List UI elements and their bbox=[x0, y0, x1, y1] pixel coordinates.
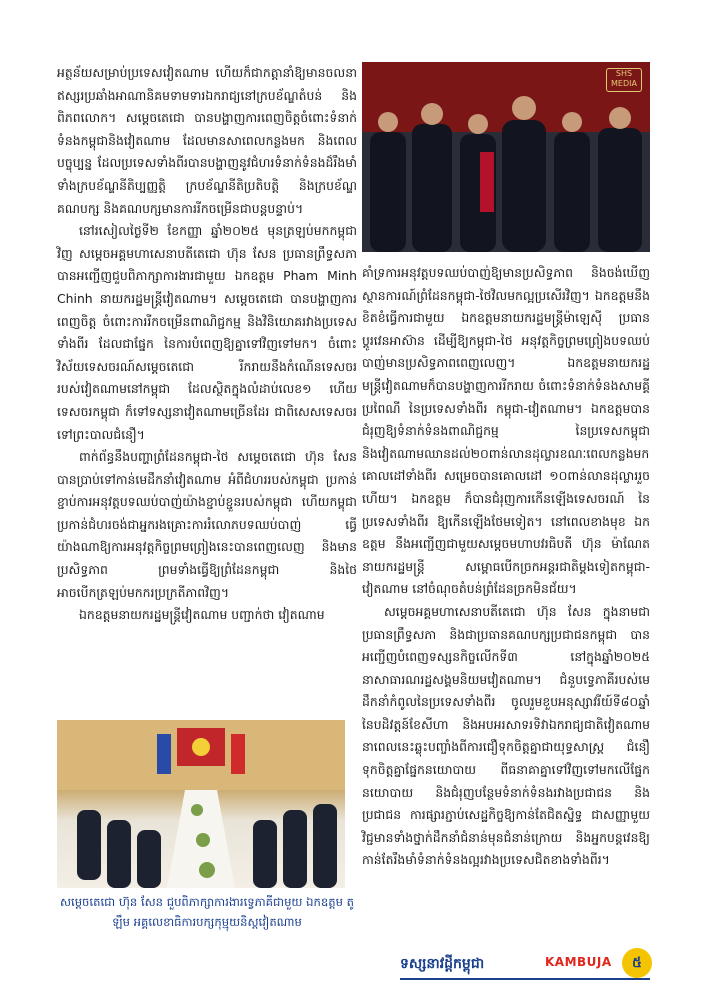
magazine-name: ទស្សនាវដ្តីកម្ពុជា bbox=[400, 956, 485, 972]
meeting-table-illustration bbox=[57, 720, 345, 888]
paragraph-3: ពាក់ព័ន្ធនឹងបញ្ហាព្រំដែនកម្ពុជា-ថៃ សម្តេចតេជោ ហ៊ុន សែន បានប្រាប់ទៅកាន់មេដឹកនាំវៀតណាម អំពីជំហររបស់កម្ពុជា ប្រកាន់ខ្ជាប់ការអនុវត្តបទឈប់បាញ់យ៉ាងខ្ជាប់ខ្ជួនរបស់កម្ពុជា ហើយកម្ពុជាប្រកាន់ជំហរចង់ជាអ្នករងគ្រោះការរំលោភបទឈប់បាញ់ ធ្វើយ៉ាងណាឱ្យការអនុវត្តកិច្ចព្រមព្រៀងនេះបានពេញលេញ និងមានប្រសិទ្ធភាព ព្រមទាំងធ្វើឱ្យព្រំដែនកម្ពុជា និងថៃអាចបើកត្រឡប់មកករប្រក្រតីភាពវិញ។ bbox=[57, 449, 357, 600]
article-right-column bbox=[362, 262, 650, 872]
article-left-column bbox=[57, 62, 357, 627]
shs-media-logo: SHS MEDIA bbox=[606, 68, 642, 92]
page-number: ៥ bbox=[622, 948, 652, 978]
paragraph-2: នៅរសៀលថ្ងៃទី២ ខែកញ្ញា ឆ្នាំ២០២៥ មុនត្រឡប់មកកម្ពុជាវិញ សម្តេចអគ្គមហាសេនាបតីតេជោ ហ៊ុន សែន ប្រធានព្រឹទ្ធសភា បានអញ្ជើញជួបពិភាក្សាការងារជាមួយ ឯកឧត្តម Pham Minh Chinh នាយករដ្ឋមន្ត្រីវៀតណាម។ សម្តេចតេជោ បានបង្ហាញការពេញចិត្ត ចំពោះការរីកចម្រើនពាណិជ្ជកម្ម និងវិនិយោគរវាងប្រទេសទាំងពីរ ដែលជាផ្នែក នៃការបំពេញឱ្យគ្នាទៅវិញទៅមក។ ចំពោះវិស័យទេសចរណ៍សម្តេចតេជោ រីករាយនឹងកំណើនទេសចររបស់វៀតណាមនៅកម្ពុជា ដែលស្ថិតក្នុងលំដាប់លេខ១ ហើយទេសចរកម្ពុជា ក៏ទៅទស្សនាវៀតណាមច្រើនដែរ ជាពិសេសទេសចរទៅព្រះបាលជំនឿ។ bbox=[57, 223, 357, 442]
brand-name: KAMBUJA bbox=[545, 955, 612, 969]
paragraph-6: សម្តេចអគ្គមហាសេនាបតីតេជោ ហ៊ុន សែន ក្នុងនាមជាប្រធានព្រឹទ្ធសភា និងជាប្រធានគណបក្សប្រជាជនកម្ពុជា បានអញ្ជើញបំពេញទស្សនកិច្ចលើកទី៣ នៅក្នុងឆ្នាំ២០២៥ នាសាធារណរដ្ឋសង្គមនិយមវៀតណាម។ ជំនួបទ្វេភាគីរបស់មេដឹកនាំកំពូលនៃប្រទេសទាំងពីរ ចូលរួមខួបអនុស្សាវរីយ៍ទី៨០ឆ្នាំ នៃបដិវត្តន៍ខែសីហា និងអបអរសាទរទិវាឯករាជ្យជាតិវៀតណាម នាពេលនេះឆ្លុះបញ្ចាំងពីការជឿទុកចិត្តគ្នាជាយុទ្ធសាស្ត្រ ជំនឿទុកចិត្តគ្នាផ្នែកនយោបាយ ពីធនាគាគ្នាទៅវិញទៅមកលើផ្នែកនយោបាយ និងជំរុញបន្ថែមទំនាក់ទំនងរវាងប្រជាជន និងប្រជាជន ការផ្សារភ្ជាប់សេដ្ឋកិច្ចឱ្យកាន់តែជិតស្និទ្ធ ជាសញ្ញាមួយវិជ្ជមានទាំងថ្នាក់ដឹកនាំជំនាន់មុនជំនាន់ក្រោយ និងអ្នកបន្តវេនឱ្យកាន់តែរឹងមាំទំនាក់ទំនងល្អរវាងប្រទេសជិតខាងទាំងពីរ។ bbox=[362, 603, 650, 868]
meeting-arrival-photo bbox=[362, 62, 650, 252]
footer-divider bbox=[400, 978, 650, 980]
bilateral-meeting-photo bbox=[57, 720, 345, 888]
paragraph-1: អត្ថន័យសម្រាប់ប្រទេសវៀតណាម ហើយក៏ជាកត្តានាំឱ្យមានចលនាឥស្សរប្រឆាំងអាណានិគមទាមទារឯករាជ្យនៅក្របខ័ណ្ឌតំបន់ និងពិភពលោក។ សម្តេចតេជោ បានបង្ហាញការពេញចិត្តចំពោះទំនាក់ទំនងកម្ពុជានិងវៀតណាម ដែលមានសាពេលកន្លងមក និងពេលបច្ចុប្បន្ន ដែលប្រទេសទាំងពីរបានបង្ហាញនូវជំហរទំនាក់ទំនងដ៏រឹងមាំទាំងក្របខ័ណ្ឌនីតិប្បញ្ញត្តិ ក្របខ័ណ្ឌនីតិប្រតិបត្តិ និងក្របខ័ណ្ឌគណបក្ស និងគណបក្សមានការរីកចម្រើនជាបន្តបន្ទាប់។ bbox=[57, 65, 357, 216]
photo-caption: សម្តេចតេជោ ហ៊ុន សែន ជួបពិភាក្សាការងារទ្វេភាគីជាមួយ ឯកឧត្តម តូ ឡឹម អគ្គលេខាធិការបក្សកុម្មុយនិស្តវៀតណាម bbox=[59, 895, 354, 929]
page-footer bbox=[400, 948, 660, 980]
paragraph-4: ឯកឧត្តមនាយករដ្ឋមន្ត្រីវៀតណាម បញ្ជាក់ថា វៀតណាម bbox=[79, 607, 325, 623]
paragraph-5: គាំទ្រការអនុវត្តបទឈប់បាញ់ឱ្យមានប្រសិទ្ធភាព និងចង់ឃើញស្ថានការណ៍ព្រំដែនកម្ពុជា-ថៃវិលមកល្អប្រសើរវិញ។ ឯកឧត្តមនឹងខិតខំធ្វើការជាមួយ ឯកឧត្តមនាយករដ្ឋមន្ត្រីម៉ាឡេស៊ី ប្រធានប្តូរវេនអាស៊ាន ដើម្បីឱ្យកម្ពុជា-ថៃ អនុវត្តកិច្ចព្រមព្រៀងបទឈប់បាញ់មានប្រសិទ្ធភាពពេញលេញ។ ឯកឧត្តមនាយករដ្ឋមន្ត្រីវៀតណាមក៏បានបង្ហាញការរីករាយ ចំពោះទំនាក់ទំនងសាមគ្គីប្រពៃណី នៃប្រទេសទាំងពីរ កម្ពុជា-វៀតណាម។ ឯកឧត្តមបានជំរុញឱ្យទំនាក់ទំនងពាណិជ្ជកម្ម នៃប្រទេសកម្ពុជា និងវៀតណាមឈានដល់២០ពាន់លានដុល្លារខណៈពេលកន្លងមកគោលដៅទាំងពីរ សម្រេចបានគោលដៅ ១០ពាន់លានដុល្លាររួចហើយ។ ឯកឧត្តម ក៏បានជំរុញការកើនឡើងទេសចរណ៍ នៃប្រទេសទាំងពីរ ឱ្យកើនឡើងថែមទៀត។ នៅពេលខាងមុខ ឯកឧត្តម នឹងអញ្ជើញជាមួយសម្តេចមហាបវរធិបតី ហ៊ុន ម៉ាណែត នាយករដ្ឋមន្ត្រី សម្ពោធបើកច្រកអន្តរជាតិម្តងទៀតកម្ពុជា-វៀតណាម នៅចំណុចតំបន់ព្រំដែនច្រកមិនជ័យ។ bbox=[362, 265, 650, 597]
